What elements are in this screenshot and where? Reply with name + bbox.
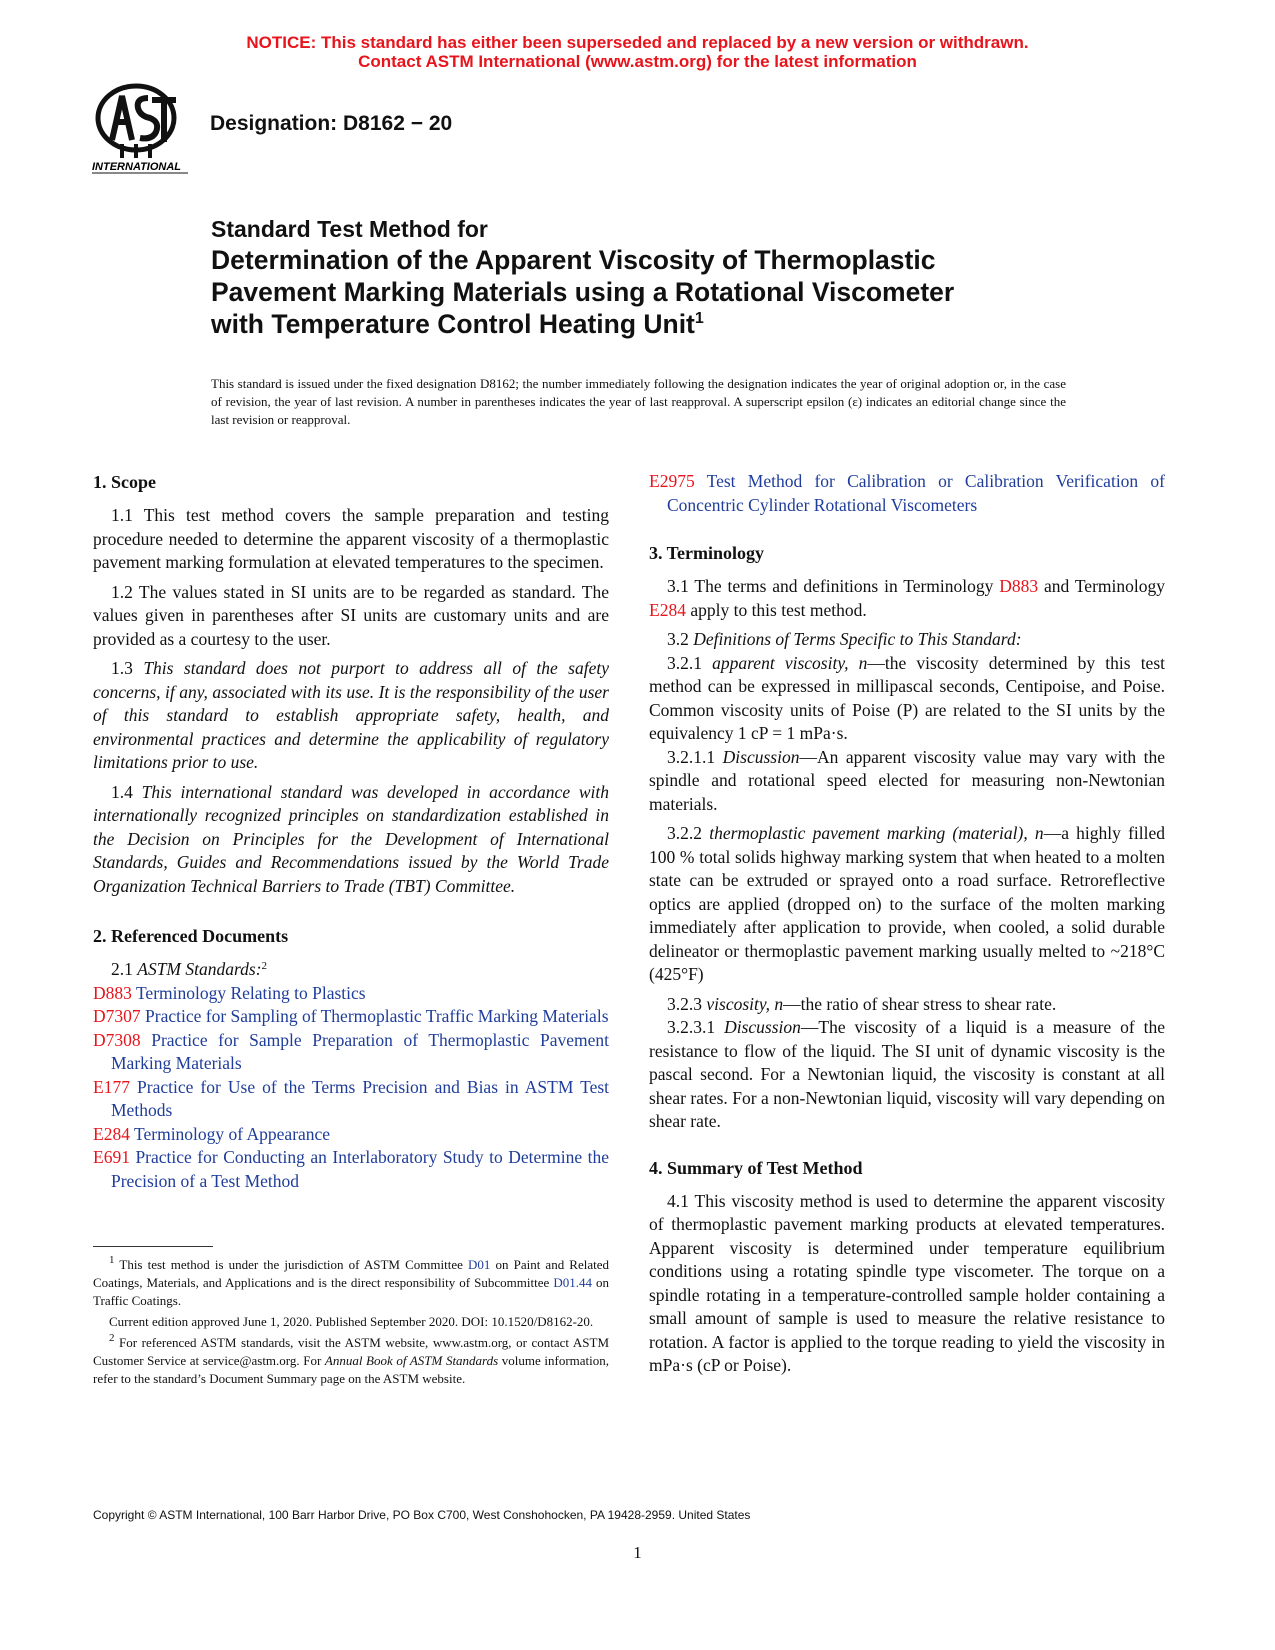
terminology-3-2-1: 3.2.1 apparent viscosity, n—the viscosity determined by this test method can be expressed in millipascal seconds, Centipoise, and Poise. Common viscosity units of Poise (P) are related to the SI units by the equivalency 1 cP = 1 mPa·s. — [649, 652, 1165, 743]
ref-link-e284[interactable]: E284 — [649, 599, 686, 620]
notice-banner — [0, 33, 1275, 71]
terminology-3-2-1-1: 3.2.1.1 Discussion—An apparent viscosity value may vary with the spindle and rotational speed elected for measuring non-Newtonian materials. — [649, 746, 1166, 814]
referenced-heading: 2. Referenced Documents — [93, 926, 289, 946]
terminology-3-2: 3.2 Definitions of Terms Specific to This Standard: — [667, 629, 1022, 649]
footnote-2: $^2$ For referenced ASTM standards, visit the ASTM website, www.astm.org, or contact ASTM Customer Service at service@astm.org. For Annual Book of ASTM Standards volume information, refer to the standard’s Document Summary page on the ASTM website. — [93, 1332, 610, 1386]
summary-4-1: 4.1 This viscosity method is used to determine the apparent viscosity of thermoplastic pavement marking products at elevated temperatures. Apparent viscosity is determined under temperature equilibrium conditions using a rotating spindle type viscometer. The torque on a spindle rotating in a temperature-controlled sample holder containing a small amount of sample is used to measure the relative resistance to rotation. A factor is applied to the torque reading to yield the viscosity in mPa·s (cP or Poise). — [649, 1190, 1165, 1375]
footnote-1: $^1$ This test method is under the jurisdiction of ASTM Committee D01 on Paint and Related Coatings, Materials, and Applications and is the direct responsibility of Subcommittee D01.44 on Traffic Coatings. — [93, 1254, 610, 1308]
terminology-3-1: 3.1 The terms and definitions in Terminology D883 and Terminology E284 apply to this test method. — [649, 576, 1165, 620]
title-footnote-mark: 1 — [694, 310, 704, 327]
scope-1-2: 1.2 The values stated in SI units are to be regarded as standard. The values given in parentheses after SI units are customary units and are provided as a courtesy to the user. — [93, 581, 609, 649]
terminology-3-2-3: 3.2.3 viscosity, n—the ratio of shear stress to shear rate. — [667, 993, 1057, 1014]
committee-link-d01[interactable]: D01 — [467, 1257, 491, 1272]
footnote-edition: Current edition approved June 1, 2020. Published September 2020. DOI: 10.1520/D8162-20. — [109, 1314, 594, 1329]
scope-1-1: 1.1 This test method covers the sample preparation and testing procedure needed to determine the apparent viscosity of a thermoplastic pavement marking formulation at elevated temperatures to the specimen. — [93, 505, 609, 572]
title-line-4: with Temperature Control Heating Unit — [211, 309, 695, 339]
footnote-divider — [93, 1246, 213, 1247]
title-line-3: Pavement Marking Materials using a Rotational Viscometer — [211, 277, 955, 307]
title-line-1: Standard Test Method for — [211, 216, 488, 242]
notice-line-1: NOTICE: This standard has either been superseded and replaced by a new version or withdrawn. — [246, 33, 1029, 52]
ref-item-e691[interactable]: E691 Practice for Conducting an Interlaboratory Study to Determine the Precision of a Test Method — [93, 1147, 609, 1191]
astm-logo-icon — [92, 82, 192, 178]
subcommittee-link-d01-44[interactable]: D01.44 — [553, 1275, 592, 1290]
right-column — [649, 470, 1165, 1384]
page-number: 1 — [633, 1543, 642, 1562]
ref-item-d883[interactable]: D883 Terminology Relating to Plastics — [93, 982, 366, 1003]
designation: Designation: D8162 − 20 — [210, 112, 453, 135]
document-title — [211, 214, 1111, 340]
terminology-heading: 3. Terminology — [649, 543, 765, 563]
ref-item-d7308[interactable]: D7308 Practice for Sample Preparation of Thermoplastic Pavement Marking Materials — [93, 1029, 610, 1073]
ref-link-d883[interactable]: D883 — [999, 576, 1039, 596]
issued-note: This standard is issued under the fixed designation D8162; the number immediately following the designation indicates the year of original adoption or, in the case of revision, the year of last revision. A number in parentheses indicates the year of last reapproval. A superscript epsilon (ε) indicates an editorial change since the last revision or reapproval. — [211, 376, 1066, 427]
scope-heading: 1. Scope — [93, 472, 156, 492]
scope-1-4: 1.4 This international standard was developed in accordance with internationally recognized principles on standardization established in the Decision on Principles for the Development of International Standards, Guides and Recommendations issued by the World Trade Organization Technical Barriers to Trade (TBT) Committee. — [93, 781, 610, 896]
ref-item-e177[interactable]: E177 Practice for Use of the Terms Precision and Bias in ASTM Test Methods — [93, 1076, 610, 1120]
notice-line-2: Contact ASTM International (www.astm.org) for the latest information — [358, 52, 917, 71]
copyright-line: Copyright © ASTM International, 100 Barr Harbor Drive, PO Box C700, West Conshohocken, PA 19428-2959. United States — [93, 1508, 751, 1522]
left-column — [93, 470, 609, 1193]
terminology-3-2-3-1: 3.2.3.1 Discussion—The viscosity of a liquid is a measure of the resistance to flow of the liquid. The SI unit of dynamic viscosity is the pascal second. For a Newtonian liquid, the viscosity is constant at all shear rates. For a non-Newtonian liquid, viscosity will vary depending on shear rate. — [649, 1017, 1166, 1131]
referenced-intro: 2.1 ASTM Standards:$^2$ — [111, 959, 268, 979]
svg-text:INTERNATIONAL: INTERNATIONAL — [92, 161, 182, 173]
title-line-2: Determination of the Apparent Viscosity of Thermoplastic — [211, 245, 936, 275]
scope-1-3: 1.3 This standard does not purport to address all of the safety concerns, if any, associated with its use. It is the responsibility of the user of this standard to establish appropriate safety, health, and environmental practices and determine the applicability of regulatory limitations prior to use. — [93, 658, 610, 772]
footnotes — [93, 1256, 609, 1391]
terminology-3-2-2: 3.2.2 thermoplastic pavement marking (material), n—a highly filled 100 % total solids highway marking system that when heated to a molten state can be extruded or sprayed onto a road surface. Retroreflective optics are applied (dropped on) to the surface of the molten marking immediately after application to provide, when cooled, a solid durable delineator or thermoplastic pavement marking usually melted to ~218°C (425°F) — [649, 823, 1165, 984]
summary-heading: 4. Summary of Test Method — [649, 1157, 863, 1178]
ref-item-d7307[interactable]: D7307 Practice for Sampling of Thermoplastic Traffic Marking Materials — [93, 1006, 609, 1026]
ref-item-e2975[interactable]: E2975 Test Method for Calibration or Calibration Verification of Concentric Cylinder Rotational Viscometers — [649, 471, 1165, 515]
ref-item-e284[interactable]: E284 Terminology of Appearance — [93, 1123, 331, 1144]
